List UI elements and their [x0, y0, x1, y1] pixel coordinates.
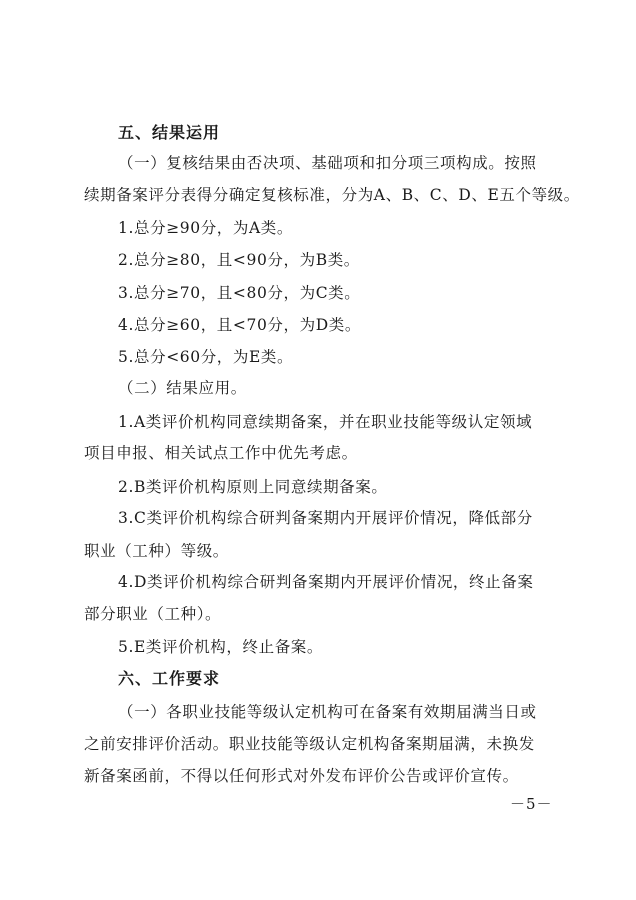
subheading-result-application: （二）结果应用。 — [118, 379, 247, 397]
work-requirement-line1: （一）各职业技能等级认定机构可在备案有效期届满当日或 — [118, 703, 537, 721]
work-requirement-line3: 新备案函前，不得以任何形式对外发布评价公告或评价宣传。 — [84, 767, 519, 785]
work-requirement-line2: 之前安排评价活动。职业技能等级认定机构备案期届满，未换发 — [84, 735, 535, 753]
section-heading-work-requirements: 六、工作要求 — [118, 669, 221, 688]
application-e: 5.E类评价机构，终止备案。 — [118, 638, 324, 656]
grade-item-d: 4.总分≥60，且<70分，为D类。 — [118, 316, 361, 334]
application-a-line2: 项目申报、相关试点工作中优先考虑。 — [84, 444, 358, 462]
grade-item-c: 3.总分≥70，且<80分，为C类。 — [118, 284, 361, 302]
application-c-line2: 职业（工种）等级。 — [84, 542, 229, 560]
application-a-line1: 1.A类评价机构同意续期备案，并在职业技能等级认定领域 — [118, 413, 533, 431]
grade-item-e: 5.总分<60分，为E类。 — [118, 348, 294, 366]
application-b: 2.B类评价机构原则上同意续期备案。 — [118, 478, 388, 496]
application-d-line1: 4.D类评价机构综合研判备案期内开展评价情况，终止备案 — [118, 573, 534, 591]
application-d-line2: 部分职业（工种）。 — [84, 605, 222, 623]
section-heading-results: 五、结果运用 — [118, 123, 221, 142]
paragraph-review-composition-line2: 续期备案评分表得分确定复核标准，分为A、B、C、D、E五个等级。 — [84, 186, 580, 204]
grade-item-a: 1.总分≥90分，为A类。 — [118, 219, 293, 237]
grade-item-b: 2.总分≥80，且<90分，为B类。 — [118, 251, 360, 269]
application-c-line1: 3.C类评价机构综合研判备案期内开展评价情况，降低部分 — [118, 509, 533, 527]
page-number: －5－ — [510, 795, 553, 813]
paragraph-review-composition-line1: （一）复核结果由否决项、基础项和扣分项三项构成。按照 — [118, 154, 537, 172]
